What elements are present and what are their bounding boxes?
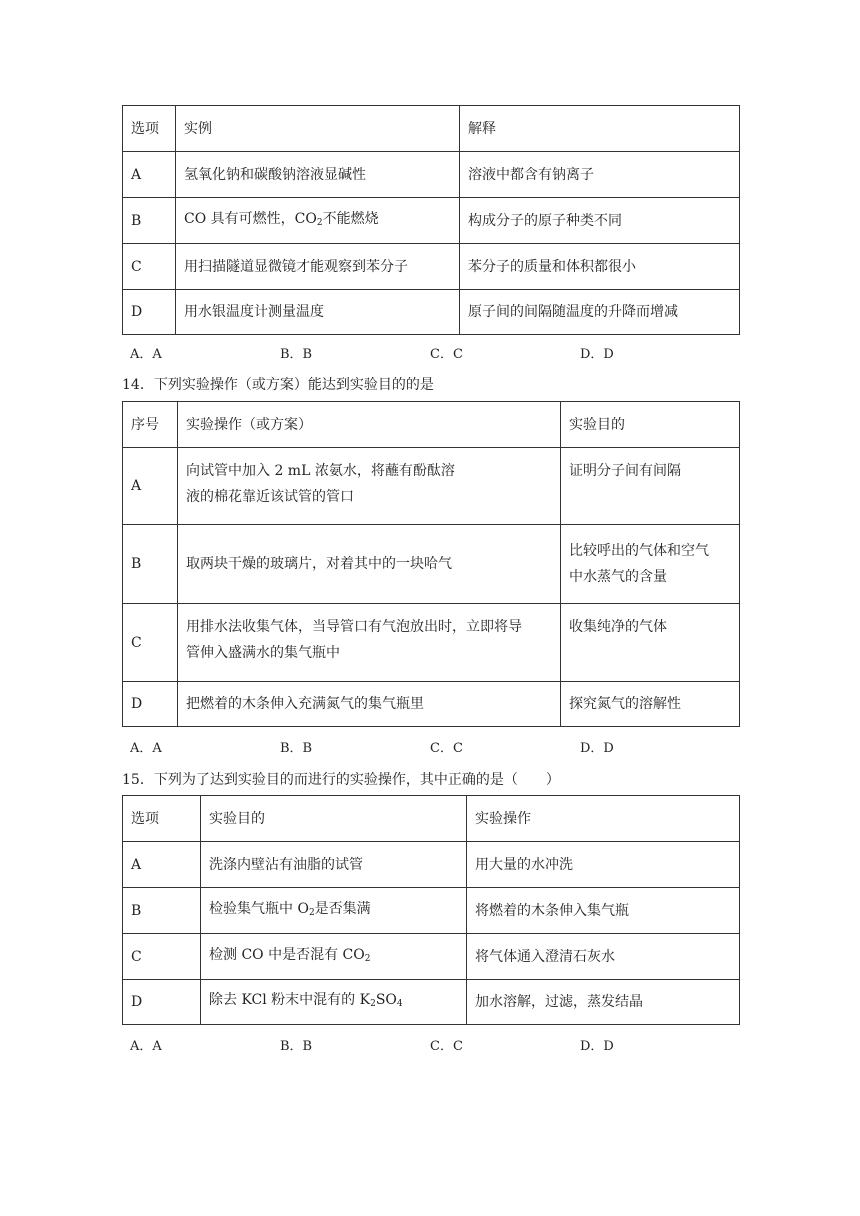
row-goal: 收集纯净的气体 (561, 604, 740, 682)
example-text: CO 具有可燃性，CO (184, 210, 317, 227)
operation-line: 用排水法收集气体，当导管口有气泡放出时，立即将导 (186, 619, 522, 635)
row-option: D (123, 290, 176, 335)
header-explanation: 解释 (460, 106, 740, 152)
goal-text: 除去 KCl 粉末中混有的 K (209, 992, 371, 1008)
question-15-title: 15．下列为了达到实验目的而进行的实验操作，其中正确的是（ ） (122, 772, 560, 788)
row-option: A (123, 842, 201, 888)
header-example: 实例 (176, 106, 460, 152)
row-explanation: 苯分子的质量和体积都很小 (460, 244, 740, 290)
goal-text: 检验集气瓶中 O (209, 900, 309, 917)
goal-text: 是否集满 (314, 900, 371, 917)
answer-choices-q14 (130, 737, 730, 757)
header-goal: 实验目的 (201, 796, 467, 842)
table-row (123, 980, 740, 1025)
table-row (123, 934, 740, 980)
goal-text: SO (375, 992, 397, 1008)
choice-d: D．D (580, 347, 614, 362)
table-header-row (123, 106, 740, 152)
row-option: B (123, 888, 201, 934)
choice-b: B．B (280, 347, 313, 362)
example-text: 不能燃烧 (322, 210, 379, 227)
table-header-row (123, 402, 740, 448)
choice-b: B．B (280, 1039, 313, 1054)
row-operation: 用大量的水冲洗 (467, 842, 740, 888)
row-option: D (123, 980, 201, 1025)
table-q13 (122, 105, 740, 335)
table-row (123, 525, 740, 604)
header-option: 选项 (123, 106, 176, 152)
row-goal (561, 525, 740, 604)
row-option: B (123, 198, 176, 244)
row-operation: 取两块干燥的玻璃片，对着其中的一块哈气 (178, 525, 561, 604)
choice-c: C．C (430, 741, 463, 756)
header-operation: 实验操作 (467, 796, 740, 842)
row-option: C (123, 934, 201, 980)
row-goal: 洗涤内壁沾有油脂的试管 (201, 842, 467, 888)
operation-line: 液的棉花靠近该试管的管口 (186, 489, 354, 505)
answer-choices-q15 (130, 1035, 730, 1055)
operation-line: 向试管中加入 2 mL 浓氨水，将蘸有酚酞溶 (186, 463, 455, 479)
goal-line: 中水蒸气的含量 (569, 569, 667, 585)
subscript: 4 (396, 999, 403, 1009)
row-operation: 将气体通入澄清石灰水 (467, 934, 740, 980)
goal-text: 检测 CO 中是否混有 CO (209, 946, 365, 963)
header-option: 序号 (123, 402, 178, 448)
choice-b: B．B (280, 741, 313, 756)
row-operation: 将燃着的木条伸入集气瓶 (467, 888, 740, 934)
subscript: 2 (308, 907, 315, 918)
row-goal (201, 980, 467, 1025)
table-q15 (122, 795, 740, 1025)
operation-line: 管伸入盛满水的集气瓶中 (186, 645, 340, 661)
header-option: 选项 (123, 796, 201, 842)
row-option: C (123, 604, 178, 682)
row-goal (201, 888, 467, 934)
choice-d: D．D (580, 1039, 614, 1054)
header-operation: 实验操作（或方案） (178, 402, 561, 448)
choice-c: C．C (430, 1039, 463, 1054)
table-row (123, 290, 740, 335)
table-row (123, 842, 740, 888)
row-goal: 证明分子间有间隔 (561, 448, 740, 525)
row-example (176, 198, 460, 244)
table-row (123, 448, 740, 525)
table-row (123, 244, 740, 290)
row-example: 用扫描隧道显微镜才能观察到苯分子 (176, 244, 460, 290)
table-row (123, 198, 740, 244)
row-option: B (123, 525, 178, 604)
row-example: 氢氧化钠和碳酸钠溶液显碱性 (176, 152, 460, 198)
goal-line: 比较呼出的气体和空气 (569, 543, 709, 559)
header-goal: 实验目的 (561, 402, 740, 448)
table-row (123, 888, 740, 934)
row-explanation: 溶液中都含有钠离子 (460, 152, 740, 198)
choice-c: C．C (430, 347, 463, 362)
question-14-title: 14．下列实验操作（或方案）能达到实验目的的是 (122, 377, 434, 393)
row-option: A (123, 448, 178, 525)
subscript: 2 (364, 953, 371, 964)
row-goal (201, 934, 467, 980)
row-option: D (123, 682, 178, 727)
row-goal: 探究氮气的溶解性 (561, 682, 740, 727)
table-row (123, 604, 740, 682)
choice-d: D．D (580, 741, 614, 756)
table-q14 (122, 401, 740, 727)
choice-a: A．A (130, 347, 162, 362)
row-example: 用水银温度计测量温度 (176, 290, 460, 335)
row-operation (178, 448, 561, 525)
subscript: 2 (370, 999, 376, 1009)
choice-a: A．A (130, 741, 162, 756)
choice-a: A．A (130, 1039, 162, 1054)
table-header-row (123, 796, 740, 842)
answer-choices-q13 (130, 343, 730, 363)
row-operation: 加水溶解，过滤，蒸发结晶 (467, 980, 740, 1025)
row-explanation: 构成分子的原子种类不同 (460, 198, 740, 244)
row-option: A (123, 152, 176, 198)
table-row (123, 152, 740, 198)
subscript: 2 (316, 217, 323, 228)
row-option: C (123, 244, 176, 290)
row-explanation: 原子间的间隔随温度的升降而增减 (460, 290, 740, 335)
table-row (123, 682, 740, 727)
row-operation: 把燃着的木条伸入充满氮气的集气瓶里 (178, 682, 561, 727)
row-operation (178, 604, 561, 682)
